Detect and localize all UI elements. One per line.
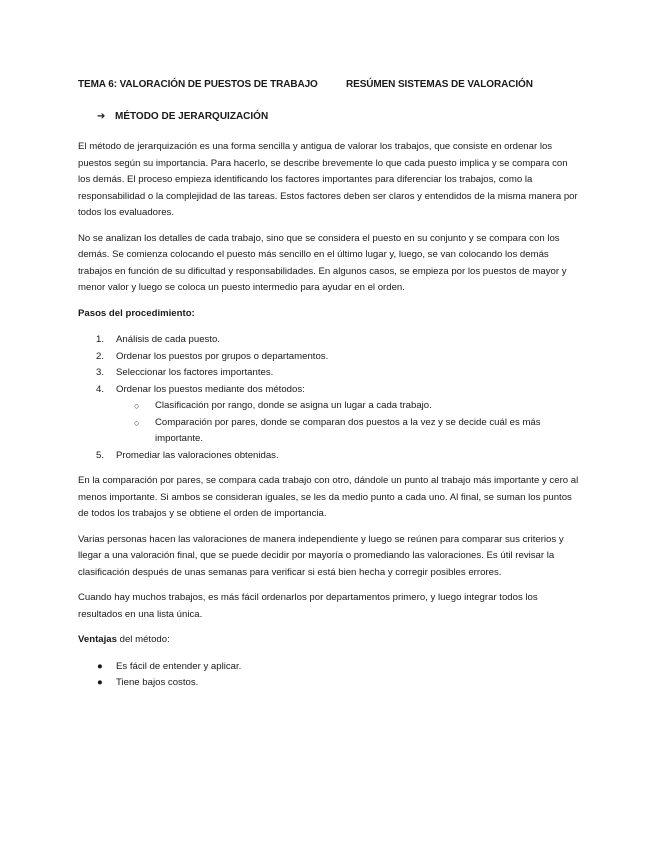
list-number: 3. [96,367,105,378]
paragraph: No se analizan los detalles de cada trabajo, sino que se considera el puesto en su conjunto y se compara con los demás. Se comienza colocando el puesto más sencillo en el último lugar y, luego, se van colocando los demás trabajos en función de su dificultad y responsabilidades. En algunos casos, se empieza por los puestos de mayor y menor valor y luego se coloca un puesto intermedio para ayudar en el orden. [78,232,567,293]
advantages-list [78,659,580,692]
list-number: 5. [96,449,105,461]
paragraph: Varias personas hacen las valoraciones de manera independiente y luego se reúnen para comparar sus criterios y llegar a una valoración final, que se puede decidir por mayoría o promediando las valoraciones. Es útil revisar la clasificación después de unas semanas para verificar si está bien hecha y corregir posibles errores. [78,533,564,578]
list-item-text: Análisis de cada puesto. [116,334,220,345]
section-title-text: MÉTODO DE JERARQUIZACIÓN [115,111,269,122]
list-item-text: Es fácil de entender y aplicar. [116,660,242,672]
list-item-text: Ordenar los puestos mediante dos métodos: [116,383,305,395]
list-number: 2. [96,350,105,362]
sub-list-item-text: Comparación por pares, donde se comparan dos puestos a la vez y se decide cuál es más importante. [155,416,541,444]
arrow-right-icon: ➔ [97,111,106,122]
list-item-text: Seleccionar los factores importantes. [116,367,274,378]
advantages-heading [78,632,580,649]
list-item [78,659,580,676]
sub-steps-list [116,398,580,448]
bullet-icon: ● [97,677,103,688]
circle-bullet-icon: ○ [134,417,140,428]
list-item-text: Tiene bajos costos. [116,677,199,688]
document-body [78,139,580,692]
sub-list-item [116,415,580,448]
sub-list-item-text: Clasificación por rango, donde se asigna un lugar a cada trabajo. [155,400,432,411]
list-item [78,349,580,366]
header-topic: TEMA 6: VALORACIÓN DE PUESTOS DE TRABAJO [78,79,318,90]
list-item [78,365,580,382]
steps-list [78,332,580,464]
advantages-heading-bold: Ventajas [78,634,117,645]
paragraph: Cuando hay muchos trabajos, es más fácil ordenarlos por departamentos primero, y luego integrar todos los resultados en una lista única. [78,592,538,620]
paragraph: El método de jerarquización es una forma sencilla y antigua de valorar los trabajos, que consiste en ordenar los puestos según su importancia. Para hacerlo, se describe brevemente lo que cada puesto implica y se compara con los demás. El proceso empieza identificando los factores importantes para diferenciar los trabajos, como la responsabilidad o la complejidad de las tareas. Estos factores deben ser claros y entendidos de la misma manera por todos los evaluadores. [78,141,578,218]
paragraph: En la comparación por pares, se compara cada trabajo con otro, dándole un punto al trabajo más importante y cero al menos importante. Si ambos se consideran iguales, se les da medio punto a cada uno. Al final, se suman los puntos de todos los trabajos y se obtiene el orden de importancia. [78,475,579,519]
circle-bullet-icon: ○ [134,401,140,411]
steps-heading: Pasos del procedimiento: [78,307,195,319]
list-item [78,448,580,465]
list-number: 4. [96,383,105,395]
section-title [97,111,268,122]
header-summary: RESÚMEN SISTEMAS DE VALORACIÓN [346,79,533,90]
list-item-text: Ordenar los puestos por grupos o departamentos. [116,350,329,362]
list-item [78,332,580,349]
list-item [78,382,580,448]
list-item [78,675,580,692]
bullet-icon: ● [97,660,103,672]
sub-list-item [116,398,580,415]
advantages-heading-rest: del método: [116,634,170,645]
list-item-text: Promediar las valoraciones obtenidas. [116,449,279,461]
list-number: 1. [96,334,105,345]
